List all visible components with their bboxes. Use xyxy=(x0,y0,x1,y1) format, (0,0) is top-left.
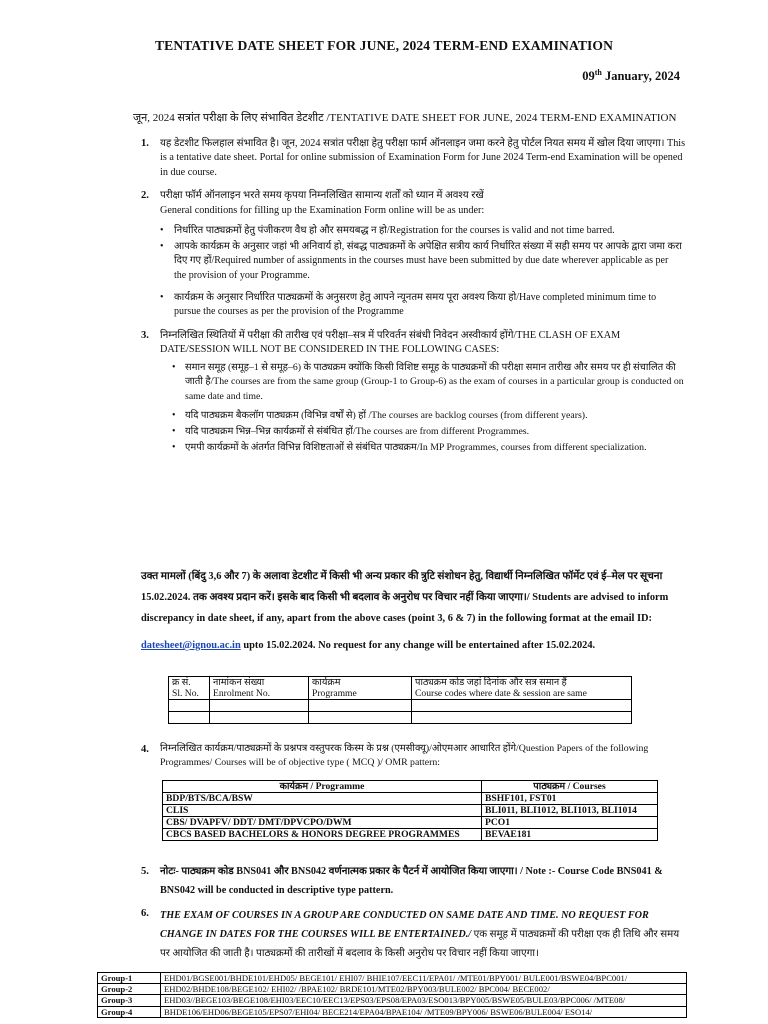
point-1-text: यह डेटशीट फिलहाल संभावित है। जून, 2024 सत्रांत परीक्षा हेतु परीक्षा फार्म ऑनलाइन जमा करने हेतु पोर्टल नियत समय में खोल दिया जाएगा। This is a tentative date sheet. Portal for online submission of Examination Form for June 2024 Term-end Examination will be opened in due course. xyxy=(160,138,686,178)
table-row xyxy=(169,712,632,724)
table-header-cell: क्र सं. Sl. No. xyxy=(169,677,210,700)
discrepancy-format-table xyxy=(168,676,632,724)
table-row: CBS/ DVAPFV/ DDT/ DMT/DPVCPO/DWM PCO1 xyxy=(163,817,658,829)
document-title: TENTATIVE DATE SHEET FOR JUNE, 2024 TERM-END EXAMINATION xyxy=(154,38,614,53)
bullet: • xyxy=(160,225,164,236)
table-row: Group-1 EHD01/BGSE001/BHDE101/EHD05/ BEGE101/ EHI07/ BHIE107/EEC11/EPA01/ /MTE01/BPY001/ BULE001/BSWE04/BPC001/ xyxy=(98,973,687,984)
point-6-text-en: THE EXAM OF COURSES IN A GROUP ARE CONDUCTED ON SAME DATE AND TIME. NO REQUEST FOR CHANGE IN DATES FOR THE COURSES WILL BE ENTERTAINED./ xyxy=(160,910,649,940)
group-courses-table xyxy=(97,972,687,1018)
bullet: • xyxy=(160,241,164,252)
discrepancy-text-en: / Students are advised to inform discrepancy in date sheet, if any, apart from the above cases (point 3, 6 & 7) in the following format at the email ID: xyxy=(141,592,669,624)
point-3-text: निम्नलिखित स्थितियों में परीक्षा की तारीख एवं परीक्षा–सत्र में परिवर्तन संबंधी निवेदन अस्वीकार्य होंगे/THE CLASH OF EXAM DATE/SESSION WILL NOT BE CONSIDERED IN THE FOLLOWING CASES: xyxy=(160,330,621,356)
point-6-text xyxy=(160,906,690,963)
email-line-text: upto 15.02.2024. No request for any change will be entertained after 15.02.2024. xyxy=(240,640,596,651)
table-row: Group-2 EHD02/BHDE108/BEGE102/ EHI02/ /BPAE102/ BRDE101/MTE02/BPY003/BULE002/ BPC004/ BECE002/ xyxy=(98,984,687,995)
bullet: • xyxy=(172,442,176,453)
table-header-row xyxy=(163,781,658,793)
discrepancy-text-hi: उक्त मामलों (बिंदु 3,6 और 7) के अलावा डेटशीट में किसी भी अन्य प्रकार की त्रुटि संशोधन हेतु, विद्यार्थी निम्नलिखित फॉर्मेट एवं ई–मेल पर सूचना 15.02.2024. तक अवश्य प्रदान करें। इसके बाद किसी भी बदलाव के अनुरोध पर विचार नहीं किया जाएगा। xyxy=(141,571,663,603)
bullet: • xyxy=(172,410,176,421)
table-header-courses: पाठ्यक्रम / Courses xyxy=(482,781,658,793)
table-header-programme: कार्यक्रम / Programme xyxy=(163,781,482,793)
table-row: BDP/BTS/BCA/BSW BSHF101, FST01 xyxy=(163,793,658,805)
point-3-bullet-2: यदि पाठ्यक्रम बैकलॉग पाठ्यक्रम (विभिन्न वर्षों से) हों /The courses are backlog courses (from different years). xyxy=(185,410,588,421)
point-4-number: 4. xyxy=(141,744,149,755)
point-2-bullet-3: कार्यक्रम के अनुसार निर्धारित पाठ्यक्रमों के अनुसरण हेतु आपने न्यूनतम समय पूरा अवश्य किया हो/Have completed minimum time to pursue the courses as per the provision of the Programme xyxy=(174,292,657,318)
point-1-number: 1. xyxy=(141,138,149,149)
table-header-cell: नामांकन संख्या Enrolment No. xyxy=(210,677,309,700)
point-3-number: 3. xyxy=(141,330,149,341)
email-link[interactable]: datesheet@ignou.ac.in xyxy=(141,640,241,651)
table-row: CBCS BASED BACHELORS & HONORS DEGREE PROGRAMMES BEVAE181 xyxy=(163,829,658,841)
discrepancy-paragraph xyxy=(141,566,685,629)
point-4-text: निम्नलिखित कार्यक्रम/पाठ्यक्रमों के प्रश्नपत्र वस्तुपरक किस्म के प्रश्न (एमसीक्यू)/ओएमआर आधारित होंगे/Question Papers of the following Programmes/ Courses will be of objective type ( MCQ )/ OMR pattern: xyxy=(160,743,649,769)
table-header-cell: पाठ्यक्रम कोड जहां दिनांक और सत्र समान हैं Course codes where date & session are same xyxy=(412,677,632,700)
table-row: Group-3 EHD03//BEGE103/BEGE108/EHI03/EEC10/EEC13/EPS03/EPS08/EPA03/ESO013/BPY005/BSWE05/BULE03/BPC006/ /MTE08/ xyxy=(98,995,687,1006)
table-header-cell: कार्यक्रम Programme xyxy=(309,677,412,700)
point-6-text-hi: एक समूह में पाठ्यक्रमों की परीक्षा एक ही तिथि और समय पर आयोजित की जाती है। पाठ्यक्रमों की तारीखों में बदलाव के किसी अनुरोध पर विचार नहीं किया जाएगा। xyxy=(160,929,680,959)
point-3-bullet-1: समान समूह (समूह–1 से समूह–6) के पाठ्यक्रम क्योंकि किसी विशिष्ट समूह के पाठ्यक्रमों की परीक्षा समान तारीख और समय पर ही संचालित की जाती है/The courses are from the same group (Group-1 to Group-6) as the exam of courses in a particular group is conducted on same date and time. xyxy=(185,362,684,402)
intro-line: जून, 2024 सत्रांत परीक्षा के लिए संभावित डेटशीट /TENTATIVE DATE SHEET FOR JUNE, 2024 TERM-END EXAMINATION xyxy=(133,112,677,124)
point-3-bullet-4: एमपी कार्यक्रमों के अंतर्गत विभिन्न विशिष्टताओं से संबंधित पाठ्यक्रम/In MP Programmes, courses from different specialization. xyxy=(185,442,647,453)
point-2-heading-hi: परीक्षा फॉर्म ऑनलाइन भरते समय कृपया निम्नलिखित सामान्य शर्तों को ध्यान में अवश्य रखें xyxy=(160,190,484,201)
bullet: • xyxy=(160,292,164,303)
point-2-bullet-2: आपके कार्यक्रम के अनुसार जहां भी अनिवार्य हो, संबद्ध पाठ्यक्रमों के अपेक्षित सत्रीय कार्य निर्धारित संख्या में सही समय पर आपके द्वारा जमा करा दिए गए हों/Required number of assignments in the courses must have been submitted by due date wherever applicable as per the provision of your Programme. xyxy=(174,241,682,281)
point-5-text: नोटः- पाठ्यक्रम कोड BNS041 और BNS042 वर्णनात्मक प्रकार के पैटर्न में आयोजित किया जाएगा। / Note :- Course Code BNS041 & BNS042 will be conducted in descriptive type pattern. xyxy=(160,866,663,896)
bullet: • xyxy=(172,426,176,437)
table-row: CLIS BLI011, BLI1012, BLI1013, BLI1014 xyxy=(163,805,658,817)
bullet: • xyxy=(172,362,176,373)
table-row xyxy=(169,700,632,712)
objective-courses-table xyxy=(162,780,658,841)
point-2-bullet-1: निर्धारित पाठ्यक्रमों हेतु पंजीकरण वैध हो और समयबद्ध न हो/Registration for the courses is valid and not time barred. xyxy=(174,225,615,236)
table-row: Group-4 BHDE106/EHD06/BEGE105/EPS07/EHI04/ BECE214/EPA04/BPAE104/ /MTE09/BPY006/ BSWE06/BULE004/ ESO14/ xyxy=(98,1006,687,1017)
point-2-heading-en: General conditions for filling up the Examination Form online will be as under: xyxy=(160,205,485,216)
point-5-number: 5. xyxy=(141,866,149,877)
table-header-row xyxy=(169,677,632,700)
document-date: 09th January, 2024 xyxy=(582,68,680,84)
point-2-number: 2. xyxy=(141,190,149,201)
point-6-number: 6. xyxy=(141,908,149,919)
point-3-bullet-3: यदि पाठ्यक्रम भिन्न–भिन्न कार्यक्रमों से संबंधित हों/The courses are from different Programmes. xyxy=(185,426,530,437)
email-line xyxy=(141,640,595,651)
